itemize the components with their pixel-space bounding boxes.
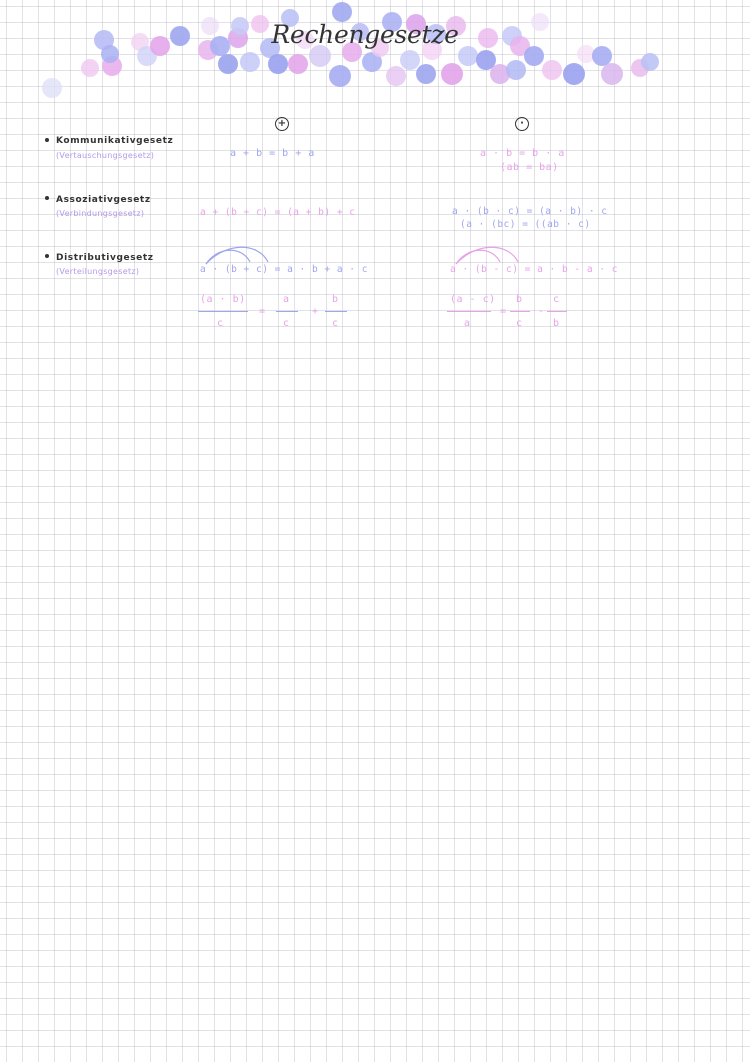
- law-subtitle-commutative: (Vertauschungsgesetz): [56, 151, 155, 160]
- addition-fraction-bar: [198, 311, 248, 312]
- bubble-icon: [81, 59, 99, 77]
- bubble-icon: [218, 54, 238, 74]
- page-title: Rechengesetze: [271, 20, 459, 49]
- addition-term1-bar: [276, 311, 298, 312]
- law-subtitle-associative: (Verbindungsgesetz): [56, 209, 145, 218]
- bubble-icon: [268, 54, 288, 74]
- law-name-distributive: Distributivgesetz: [56, 253, 154, 263]
- addition-term2-denominator: c: [332, 318, 339, 329]
- addition-term1-numerator: a: [283, 294, 290, 305]
- bubble-icon: [288, 54, 308, 74]
- law-name-commutative: Kommunikativgesetz: [56, 136, 174, 146]
- addition-associative-formula: a + (b + c) = (a + b) + c: [200, 207, 356, 218]
- multiplication-term2-bar: [547, 311, 567, 312]
- bubble-icon: [542, 60, 562, 80]
- decorative-bubbles: [0, 0, 750, 110]
- multiplication-commutative-note: (ab = ba): [500, 162, 559, 173]
- bullet-icon: [45, 196, 49, 200]
- bubble-icon: [42, 78, 62, 98]
- addition-fraction-equals: =: [259, 306, 266, 317]
- bubble-icon: [531, 13, 549, 31]
- bullet-icon: [45, 254, 49, 258]
- multiplication-fraction-bar: [447, 311, 491, 312]
- multiplication-term2-numerator: c: [553, 294, 560, 305]
- bubble-icon: [386, 66, 406, 86]
- addition-term1-denominator: c: [283, 318, 290, 329]
- multiplication-term1-numerator: b: [516, 294, 523, 305]
- addition-symbol-icon: +: [275, 117, 289, 131]
- multiplication-commutative-formula: a · b = b · a: [480, 148, 565, 159]
- bubble-icon: [601, 63, 623, 85]
- addition-term2-bar: [325, 311, 347, 312]
- bubble-icon: [101, 45, 119, 63]
- multiplication-associative-note: (a · (bc) = ((ab · c): [460, 219, 591, 230]
- addition-fraction-denominator: c: [217, 318, 224, 329]
- bubble-icon: [240, 52, 260, 72]
- addition-term2-numerator: b: [332, 294, 339, 305]
- multiplication-fraction-equals: =: [500, 306, 507, 317]
- law-subtitle-distributive: (Verteilungsgesetz): [56, 267, 140, 276]
- addition-commutative-formula: a + b = b + a: [230, 148, 315, 159]
- multiplication-fraction-denominator: a: [464, 318, 471, 329]
- bubble-icon: [641, 53, 659, 71]
- multiplication-fraction-numerator: (a - c): [450, 294, 496, 305]
- bubble-icon: [251, 15, 269, 33]
- bubble-icon: [524, 46, 544, 66]
- bubble-icon: [231, 17, 249, 35]
- multiplication-term2-denominator: b: [553, 318, 560, 329]
- multiplication-distributive-formula: a · (b - c) = a · b - a · c: [450, 264, 618, 275]
- bubble-icon: [441, 63, 463, 85]
- addition-fraction-numerator: (a · b): [200, 294, 246, 305]
- bubble-icon: [170, 26, 190, 46]
- addition-distributive-formula: a · (b + c) = a · b + a · c: [200, 264, 368, 275]
- bubble-icon: [416, 64, 436, 84]
- multiplication-symbol-icon: ·: [515, 117, 529, 131]
- multiplication-associative-formula: a · (b · c) = (a · b) · c: [452, 206, 608, 217]
- law-name-associative: Assoziativgesetz: [56, 195, 151, 205]
- bullet-icon: [45, 138, 49, 142]
- bubble-icon: [329, 65, 351, 87]
- bubble-icon: [210, 36, 230, 56]
- multiplication-term1-denominator: c: [516, 318, 523, 329]
- multiplication-term1-bar: [510, 311, 530, 312]
- bubble-icon: [150, 36, 170, 56]
- multiplication-fraction-minus: -: [538, 306, 545, 317]
- bubble-icon: [332, 2, 352, 22]
- bubble-icon: [201, 17, 219, 35]
- addition-fraction-plus: +: [312, 306, 319, 317]
- bubble-icon: [478, 28, 498, 48]
- bubble-icon: [458, 46, 478, 66]
- bubble-icon: [506, 60, 526, 80]
- bubble-icon: [563, 63, 585, 85]
